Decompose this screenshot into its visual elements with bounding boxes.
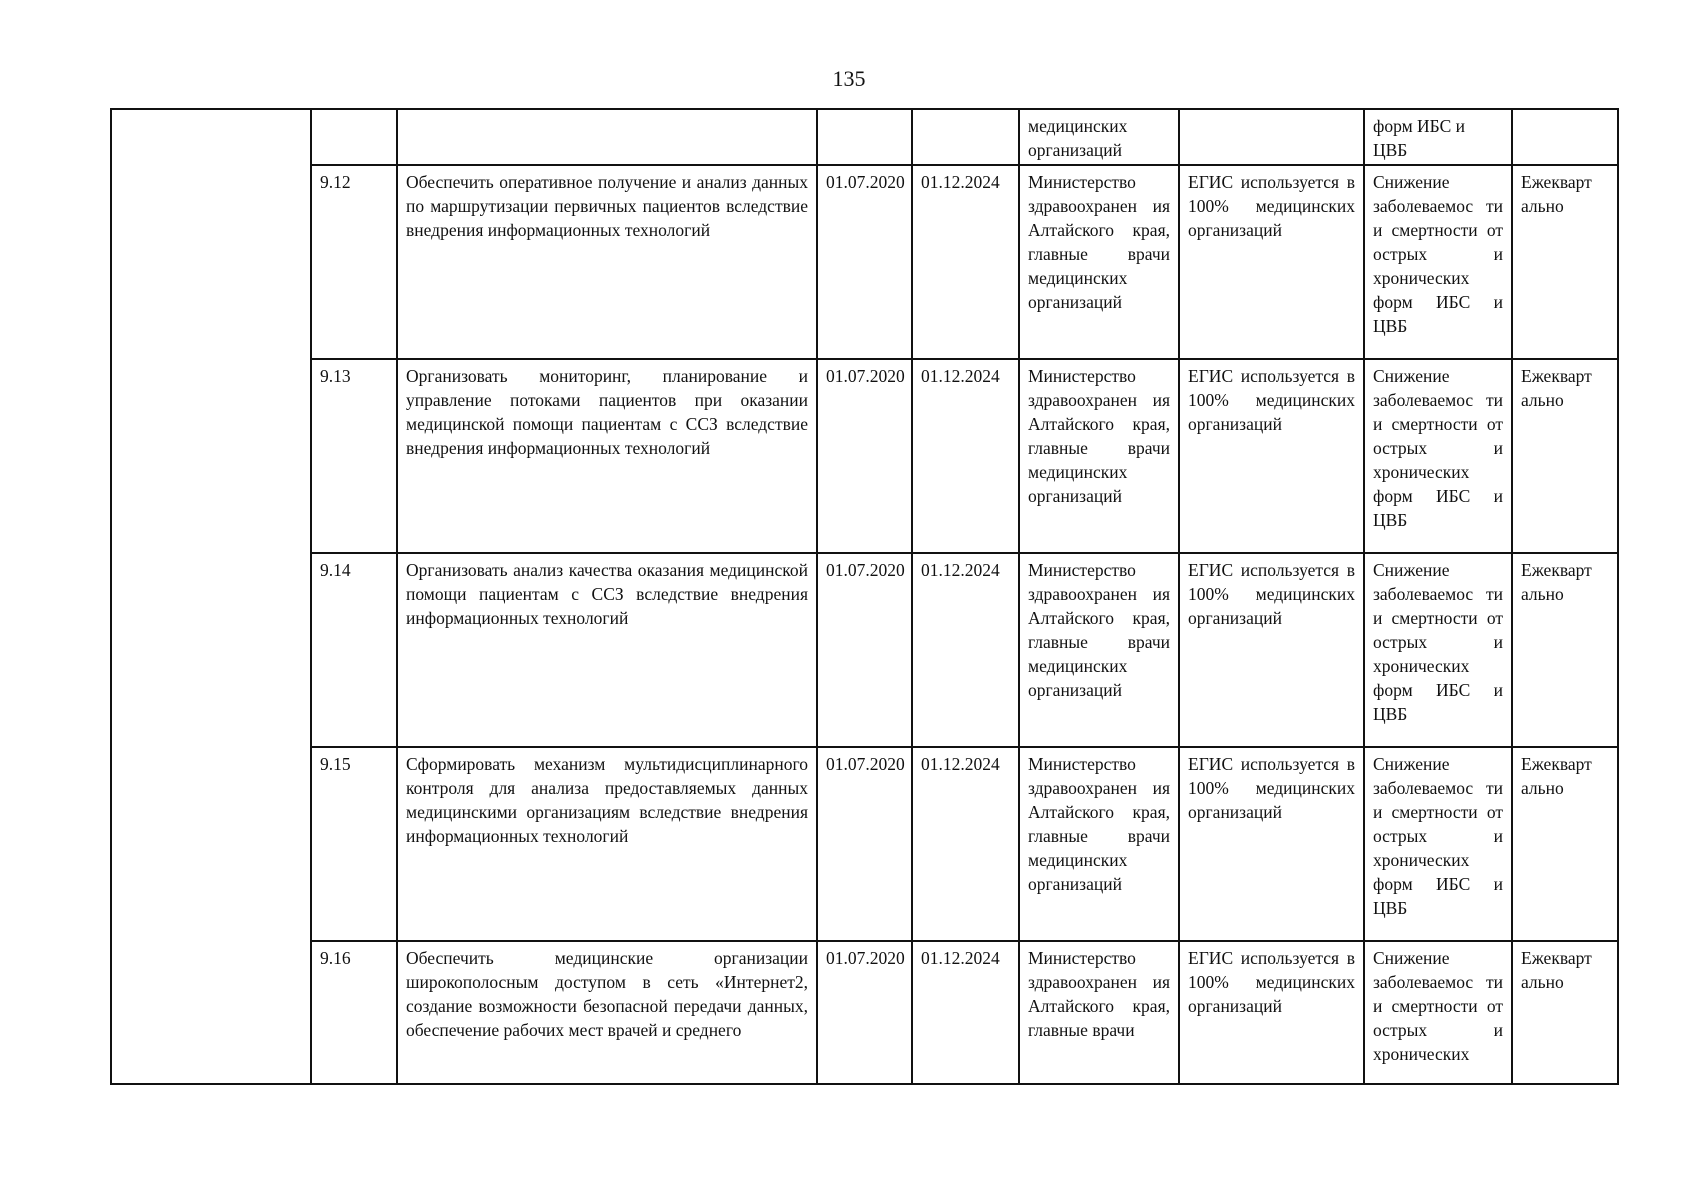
number-cell: 9.14	[311, 553, 397, 747]
indicator-cell: ЕГИС используется в 100% медицинских организаций	[1179, 941, 1364, 1084]
task-cell: Организовать анализ качества оказания медицинской помощи пациентам с ССЗ вследствие внедрения информационных технологий	[397, 553, 817, 747]
frequency-cell: Ежекварт ально	[1512, 941, 1618, 1084]
table-row	[111, 941, 1618, 1084]
frequency-cell: Ежекварт ально	[1512, 747, 1618, 941]
task-cell	[397, 109, 817, 165]
start-date-cell: 01.07.2020	[817, 747, 912, 941]
frequency-cell: Ежекварт ально	[1512, 359, 1618, 553]
indicator-cell: ЕГИС используется в 100% медицинских организаций	[1179, 553, 1364, 747]
result-cell: форм ИБС и ЦВБ	[1364, 109, 1512, 165]
task-cell: Обеспечить оперативное получение и анализ данных по маршрутизации первичных пациентов вследствие внедрения информационных технологий	[397, 165, 817, 359]
end-date-cell	[912, 109, 1019, 165]
responsible-cell: Министерство здравоохранен ия Алтайского края, главные врачи медицинских организаций	[1019, 165, 1179, 359]
result-cell: Снижение заболеваемос ти и смертности от острых и хронических форм ИБС и ЦВБ	[1364, 747, 1512, 941]
end-date-cell: 01.12.2024	[912, 359, 1019, 553]
frequency-cell: Ежекварт ально	[1512, 553, 1618, 747]
start-date-cell: 01.07.2020	[817, 941, 912, 1084]
result-cell: Снижение заболеваемос ти и смертности от острых и хронических	[1364, 941, 1512, 1084]
start-date-cell: 01.07.2020	[817, 359, 912, 553]
end-date-cell: 01.12.2024	[912, 747, 1019, 941]
start-date-cell	[817, 109, 912, 165]
indicator-cell: ЕГИС используется в 100% медицинских организаций	[1179, 359, 1364, 553]
indicator-cell	[1179, 109, 1364, 165]
responsible-cell: Министерство здравоохранен ия Алтайского края, главные врачи	[1019, 941, 1179, 1084]
frequency-cell: Ежекварт ально	[1512, 165, 1618, 359]
table-row	[111, 359, 1618, 553]
indicator-cell: ЕГИС используется в 100% медицинских организаций	[1179, 165, 1364, 359]
table-row	[111, 165, 1618, 359]
number-cell: 9.16	[311, 941, 397, 1084]
number-cell: 9.12	[311, 165, 397, 359]
end-date-cell: 01.12.2024	[912, 165, 1019, 359]
table-row	[111, 109, 1618, 165]
number-cell: 9.13	[311, 359, 397, 553]
result-cell: Снижение заболеваемос ти и смертности от острых и хронических форм ИБС и ЦВБ	[1364, 165, 1512, 359]
indicator-cell: ЕГИС используется в 100% медицинских организаций	[1179, 747, 1364, 941]
frequency-cell	[1512, 109, 1618, 165]
task-cell: Организовать мониторинг, планирование и управление потоками пациентов при оказании медицинской помощи пациентам с ССЗ вследствие внедрения информационных технологий	[397, 359, 817, 553]
responsible-cell: Министерство здравоохранен ия Алтайского края, главные врачи медицинских организаций	[1019, 747, 1179, 941]
number-cell: 9.15	[311, 747, 397, 941]
table-row	[111, 553, 1618, 747]
page-number: 135	[832, 66, 866, 91]
responsible-cell: Министерство здравоохранен ия Алтайского края, главные врачи медицинских организаций	[1019, 359, 1179, 553]
activity-plan-table	[110, 108, 1619, 1085]
left-blank-column	[111, 109, 311, 1084]
table-row	[111, 747, 1618, 941]
task-cell: Обеспечить медицинские организации широкополосным доступом в сеть «Интернет2, создание возможности безопасной передачи данных, обеспечение рабочих мест врачей и среднего	[397, 941, 817, 1084]
responsible-cell: Министерство здравоохранен ия Алтайского края, главные врачи медицинских организаций	[1019, 553, 1179, 747]
task-cell: Сформировать механизм мультидисциплинарного контроля для анализа предоставляемых данных медицинскими организациям вследствие внедрения информационных технологий	[397, 747, 817, 941]
responsible-cell: медицинских организаций	[1019, 109, 1179, 165]
result-cell: Снижение заболеваемос ти и смертности от острых и хронических форм ИБС и ЦВБ	[1364, 553, 1512, 747]
start-date-cell: 01.07.2020	[817, 165, 912, 359]
number-cell	[311, 109, 397, 165]
end-date-cell: 01.12.2024	[912, 941, 1019, 1084]
result-cell: Снижение заболеваемос ти и смертности от острых и хронических форм ИБС и ЦВБ	[1364, 359, 1512, 553]
start-date-cell: 01.07.2020	[817, 553, 912, 747]
end-date-cell: 01.12.2024	[912, 553, 1019, 747]
